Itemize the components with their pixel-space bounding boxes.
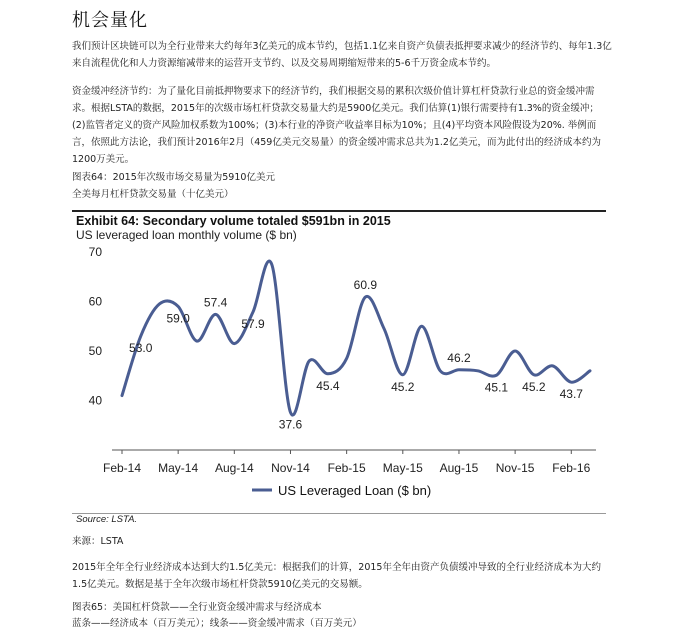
exhibit-subtitle: US leveraged loan monthly volume ($ bn) xyxy=(76,228,297,242)
paragraph-annual-cost: 2015年全年全行业经济成本达到大约1.5亿美元：根据我们的计算，2015年全年由资产负债缓冲导致的全行业经济成本为大约1.5亿美元。数据是基于全年次级市场杠杆贷款5910亿美元的交易额。 xyxy=(72,562,601,590)
data-label: 57.9 xyxy=(241,316,265,331)
paragraph-buffer-savings: 资金缓冲经济节约：为了量化目前抵押物要求下的经济节约，我们根据交易的累积次级价值计算杠杆贷款行业总的资金缓冲需求。根据LSTA的数据，2015年的次级市场杠杆贷款交易量大约是5900亿美元。我们估算(1)银行需要持有1.3%的资金缓冲；(2)监管者定义的资产风险加权系数为100%；(3)本行业的净资产收益率目标为10%；且(4)平均资本风险假设为20%. 举例而言，依照此方法论，我们预计2016年2月（459亿美元交易量）的资金缓冲需求总共为1.2亿美元，而为此付出的经济成本约为1200万美元。 xyxy=(72,86,601,165)
x-tick-label: Feb-16 xyxy=(552,461,591,475)
data-label: 46.2 xyxy=(447,350,471,365)
x-tick-label: May-15 xyxy=(382,461,423,475)
data-label: 45.1 xyxy=(484,380,509,395)
data-label: 45.4 xyxy=(316,378,340,393)
data-label: 43.7 xyxy=(559,387,583,402)
source-note: 来源：LSTA xyxy=(72,536,124,547)
x-tick-label: Feb-14 xyxy=(102,461,142,475)
x-tick-label: Nov-14 xyxy=(271,461,310,475)
data-label: 59.0 xyxy=(166,311,190,326)
exhibit-bottom-rule xyxy=(72,513,606,514)
exhibit-top-rule xyxy=(72,210,606,212)
section-title: 机会量化 xyxy=(72,10,148,31)
exhibit-source: Source: LSTA. xyxy=(76,514,138,525)
x-tick-label: Aug-15 xyxy=(439,461,479,475)
line-chart xyxy=(72,242,612,512)
data-label: 45.2 xyxy=(391,379,415,394)
y-tick-label: 70 xyxy=(88,245,102,259)
data-label: 53.0 xyxy=(129,341,153,356)
paragraph-savings-overview: 我们预计区块链可以为全行业带来大约每年3亿美元的成本节约，包括1.1亿来自资产负债表抵押要求减少的经济节约、每年1.3亿来自流程优化和人力资源缩减带来的运营开支节约、以及交易周期缩短带来的5-6千万资金成本节约。 xyxy=(72,41,612,69)
y-tick-label: 50 xyxy=(88,344,102,358)
data-label: 45.2 xyxy=(522,379,546,394)
figure65-subcaption: 蓝条——经济成本（百万美元）；线条——资金缓冲需求（百万美元） xyxy=(72,618,362,629)
y-tick-label: 40 xyxy=(88,393,102,408)
figure64-subcaption: 全美每月杠杆贷款交易量（十亿美元） xyxy=(72,189,234,200)
data-label: 57.4 xyxy=(203,295,228,310)
x-tick-label: Nov-15 xyxy=(495,461,535,475)
figure65-caption: 图表65：美国杠杆贷款——全行业资金缓冲需求与经济成本 xyxy=(72,602,322,613)
x-tick-label: May-14 xyxy=(158,461,199,475)
legend-label: US Leveraged Loan ($ bn) xyxy=(278,483,432,498)
x-tick-label: Feb-15 xyxy=(327,461,366,475)
figure64-caption: 图表64：2015年次级市场交易量为5910亿美元 xyxy=(72,172,275,183)
exhibit-title: Exhibit 64: Secondary volume totaled $591bn in 2015 xyxy=(76,214,391,228)
data-label: 60.9 xyxy=(353,278,378,293)
data-label: 37.6 xyxy=(278,417,303,432)
x-tick-label: Aug-14 xyxy=(214,461,254,475)
y-tick-label: 60 xyxy=(88,294,102,309)
